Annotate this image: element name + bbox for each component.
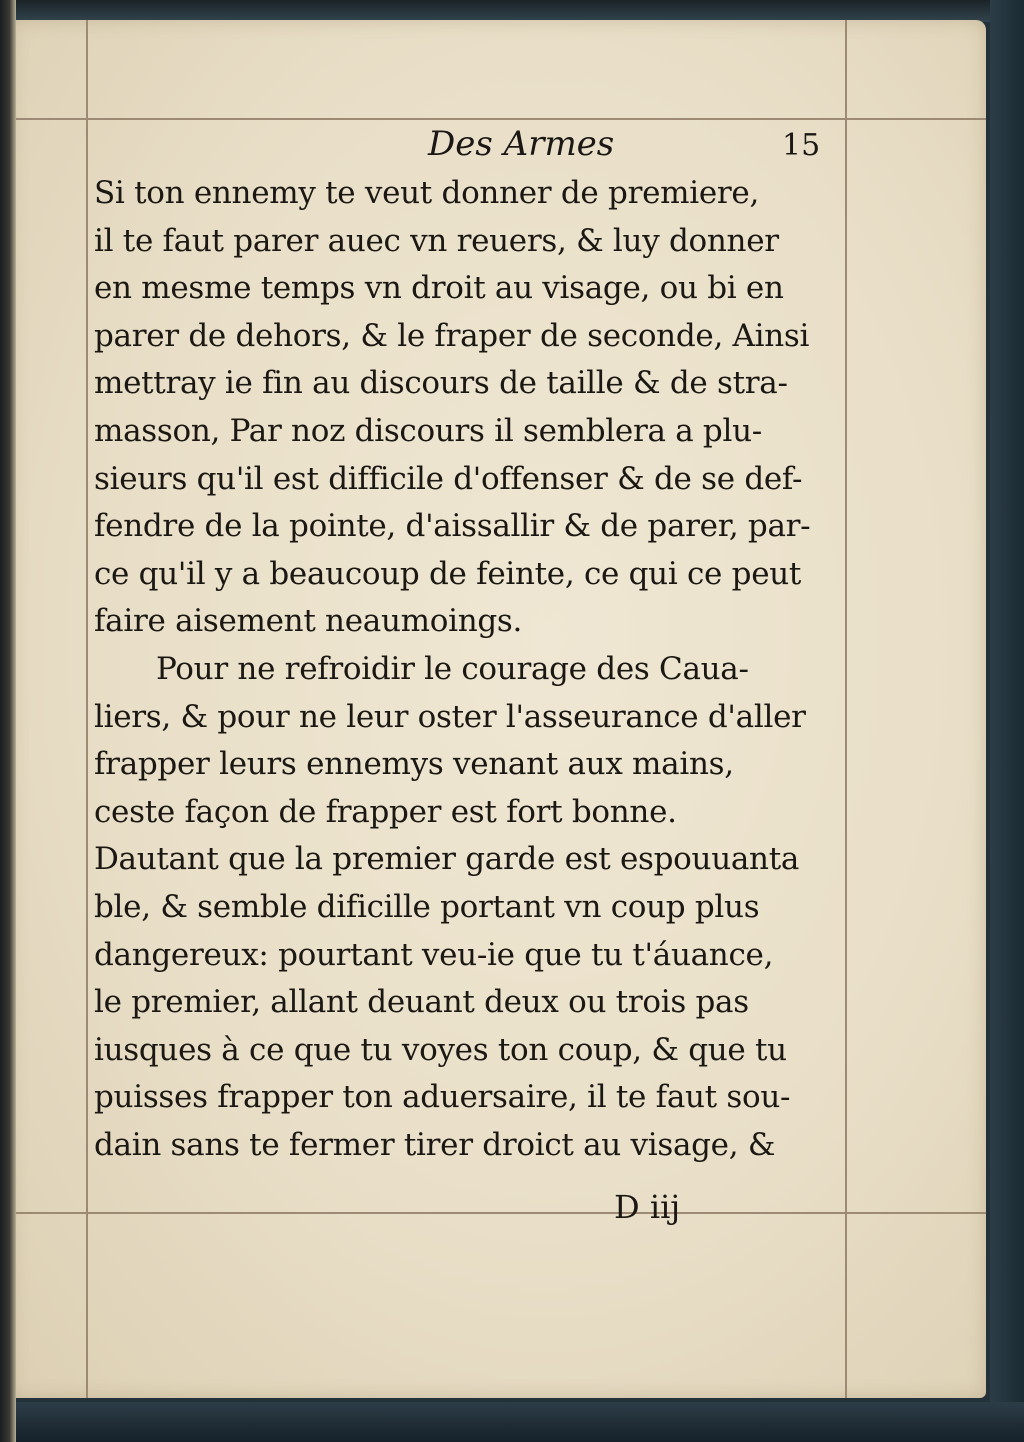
text-line: en mesme temps vn droit au visage, ou bi en [94, 270, 784, 307]
text-line: fendre de la pointe, d'aissallir & de parer, par- [94, 508, 811, 545]
cover-edge-right [990, 0, 1024, 1442]
text-line: masson, Par noz discours il semblera a plu- [94, 412, 762, 449]
text-line: Dautant que la premier garde est espouuanta [94, 841, 800, 878]
text-line: ble, & semble dificille portant vn coup plus [94, 888, 760, 925]
running-head-title: Des Armes [428, 124, 615, 164]
text-line: sieurs qu'il est difficile d'offenser & de se def- [94, 460, 803, 497]
frame-rule-left [86, 20, 88, 1398]
text-line: ce qu'il y a beaucoup de feinte, ce qui ce peut [94, 555, 802, 592]
frame-rule-bottom [10, 1212, 986, 1214]
cover-edge-top [0, 0, 1024, 22]
text-line: dain sans te fermer tirer droict au visage, & [94, 1126, 776, 1163]
text-line: parer de dehors, & le fraper de seconde, Ainsi [94, 317, 810, 354]
text-line: mettray ie fin au discours de taille & de stra- [94, 365, 788, 402]
frame-rule-right [845, 20, 847, 1398]
text-line: Pour ne refroidir le courage des Caua- [156, 650, 749, 687]
text-line: iusques à ce que tu voyes ton coup, & que tu [94, 1031, 787, 1068]
text-line: faire aisement neaumoings. [94, 603, 523, 640]
text-line: il te faut parer auec vn reuers, & luy donner [94, 222, 779, 259]
text-line: dangereux: pourtant veu-ie que tu t'áuance, [94, 936, 774, 973]
text-line: frapper leurs ennemys venant aux mains, [94, 746, 734, 783]
text-line: puisses frapper ton aduersaire, il te faut sou- [94, 1079, 791, 1116]
text-line: Si ton ennemy te veut donner de premiere, [94, 175, 760, 211]
cover-edge-bottom [0, 1402, 1024, 1442]
binding-fold [0, 0, 16, 1442]
signature-mark: D iij [614, 1188, 681, 1226]
page-number: 15 [782, 128, 821, 163]
paper-page [10, 20, 986, 1398]
frame-rule-top [10, 118, 986, 120]
running-head [10, 124, 986, 176]
text-line: liers, & pour ne leur oster l'asseurance d'aller [94, 698, 806, 735]
text-line: ceste façon de frapper est fort bonne. [94, 793, 677, 830]
body-text [94, 170, 839, 1169]
text-line: le premier, allant deuant deux ou trois pas [94, 984, 749, 1021]
